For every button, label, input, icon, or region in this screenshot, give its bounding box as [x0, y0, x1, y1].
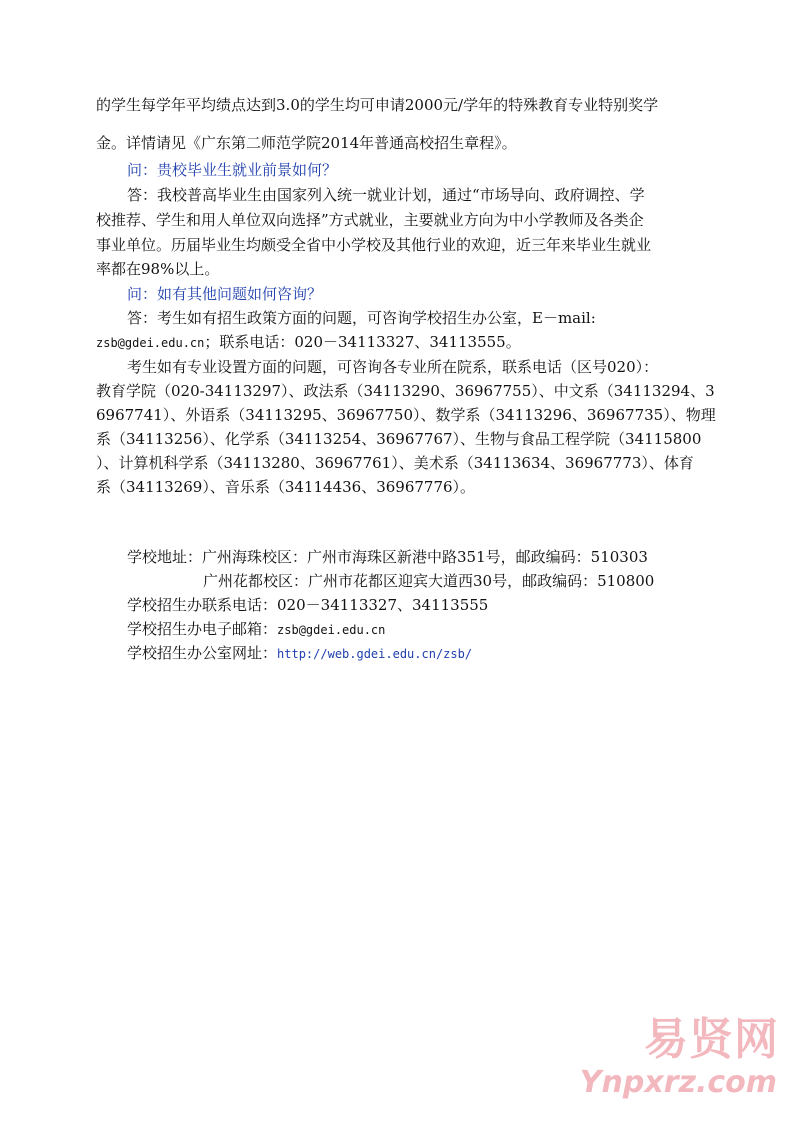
paragraph-line: 金。详情请见《广东第二师范学院2014年普通高校招生章程》。	[96, 134, 517, 152]
answer-line: 事业单位。历届毕业生均颇受全省中小学校及其他行业的欢迎，近三年来毕业生就业	[96, 236, 652, 254]
address-label: 学校地址：	[127, 548, 203, 566]
email-line	[127, 619, 385, 640]
question-heading: 问：如有其他问题如何咨询？	[127, 285, 323, 303]
answer-line	[96, 332, 521, 353]
phone-label: 学校招生办联系电话：	[127, 596, 278, 614]
contact-phone-text: ；联系电话：020－34113327、34113555。	[204, 333, 521, 351]
email-label: 学校招生办电子邮箱：	[127, 620, 278, 638]
website-label: 学校招生办公室网址：	[127, 644, 278, 662]
address-haizhu: 广州海珠校区：广州市海珠区新港中路351号，邮政编码：510303	[202, 548, 648, 566]
contact-email: zsb@gdei.edu.cn	[96, 336, 205, 350]
answer-line: 系（34113256）、化学系（34113254、36967767）、生物与食品工程学院（34115800	[96, 430, 702, 448]
question-heading: 问：贵校毕业生就业前景如何？	[127, 161, 338, 179]
address-line	[127, 547, 648, 567]
watermark-url-text: Ynpxrz.com	[579, 1065, 777, 1100]
phone-line	[127, 595, 488, 615]
answer-line: 答：我校普高毕业生由国家列入统一就业计划，通过“市场导向、政府调控、学	[127, 186, 645, 204]
phone-value: 020－34113327、34113555	[277, 596, 489, 614]
paragraph-line: 的学生每学年平均绩点达到3.0的学生均可申请2000元/学年的特殊教育专业特别奖学	[96, 96, 659, 114]
answer-line: 系（34113269）、音乐系（34114436、36967776）。	[96, 478, 476, 496]
website-link[interactable]: http://web.gdei.edu.cn/zsb/	[277, 647, 473, 661]
watermark-logo	[579, 1012, 779, 1112]
answer-line: 教育学院（020-34113297）、政法系（34113290、36967755）、中文系（34113294、3	[96, 382, 715, 400]
watermark-main-text: 易贤网	[644, 1014, 779, 1065]
answer-line: 答：考生如有招生政策方面的问题，可咨询学校招生办公室，E－mail:	[127, 309, 596, 327]
email-value[interactable]: zsb@gdei.edu.cn	[277, 623, 386, 637]
answer-line: 校推荐、学生和用人单位双向选择”方式就业，主要就业方向为中小学教师及各类企	[96, 211, 644, 229]
answer-line: 率都在98%以上。	[96, 260, 220, 278]
answer-line: 6967741）、外语系（34113295、36967750）、数学系（34113296、36967735）、物理	[96, 406, 716, 424]
address-huadu: 广州花都校区：广州市花都区迎宾大道西30号，邮政编码：510800	[203, 572, 655, 590]
answer-line: 考生如有专业设置方面的问题，可咨询各专业所在院系，联系电话（区号020）：	[127, 358, 659, 376]
website-line	[127, 643, 472, 664]
answer-line: ）、计算机科学系（34113280、36967761）、美术系（34113634、36967773）、体育	[96, 454, 694, 472]
